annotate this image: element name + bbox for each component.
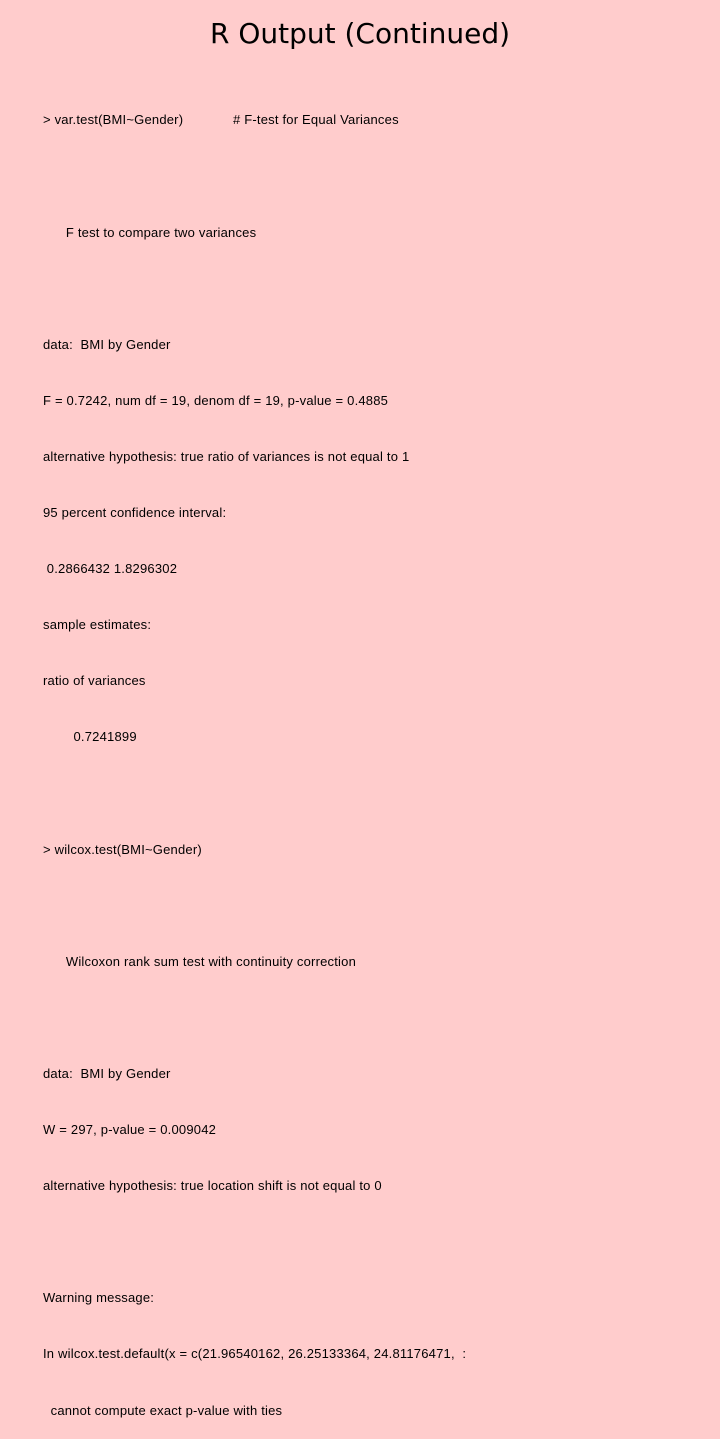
blank-line xyxy=(43,1233,466,1252)
var-test-ci-label: 95 percent confidence interval: xyxy=(43,505,227,521)
blank-line xyxy=(43,1009,466,1028)
blank-line xyxy=(43,168,466,187)
var-test-ci-values: 0.2866432 1.8296302 xyxy=(43,561,178,577)
blank-line xyxy=(43,280,466,299)
var-test-estimates-label: sample estimates: xyxy=(43,617,152,633)
warning-call: In wilcox.test.default(x = c(21.96540162, 26.25133364, 24.81176471, : xyxy=(43,1346,467,1362)
warning-text: cannot compute exact p-value with ties xyxy=(43,1402,283,1418)
wilcox-test-alternative-line: alternative hypothesis: true location shift is not equal to 0 xyxy=(43,1178,382,1194)
wilcox-test-heading: Wilcoxon rank sum test with continuity correction xyxy=(43,953,356,969)
blank-line xyxy=(43,897,466,916)
r-console-output xyxy=(43,74,466,1439)
var-test-heading: F test to compare two variances xyxy=(43,224,257,240)
slide-title: R Output (Continued) xyxy=(209,17,511,50)
wilcox-test-command: > wilcox.test(BMI~Gender) xyxy=(43,841,202,857)
var-test-command-line xyxy=(43,111,466,130)
wilcox-test-data-line: data: BMI by Gender xyxy=(43,1066,171,1081)
wilcox-test-statistic-line: W = 297, p-value = 0.009042 xyxy=(43,1122,217,1138)
var-test-estimate-value: 0.7241899 xyxy=(43,729,137,745)
var-test-statistic-line: F = 0.7242, num df = 19, denom df = 19, p-value = 0.4885 xyxy=(43,392,389,408)
blank-line xyxy=(43,785,466,804)
warning-label: Warning message: xyxy=(43,1290,155,1306)
var-test-command: > var.test(BMI~Gender) xyxy=(43,112,184,128)
var-test-data-line: data: BMI by Gender xyxy=(43,336,171,352)
var-test-comment: # F-test for Equal Variances xyxy=(233,112,399,128)
var-test-estimate-name: ratio of variances xyxy=(43,673,146,689)
var-test-alternative-line: alternative hypothesis: true ratio of variances is not equal to 1 xyxy=(43,448,410,464)
